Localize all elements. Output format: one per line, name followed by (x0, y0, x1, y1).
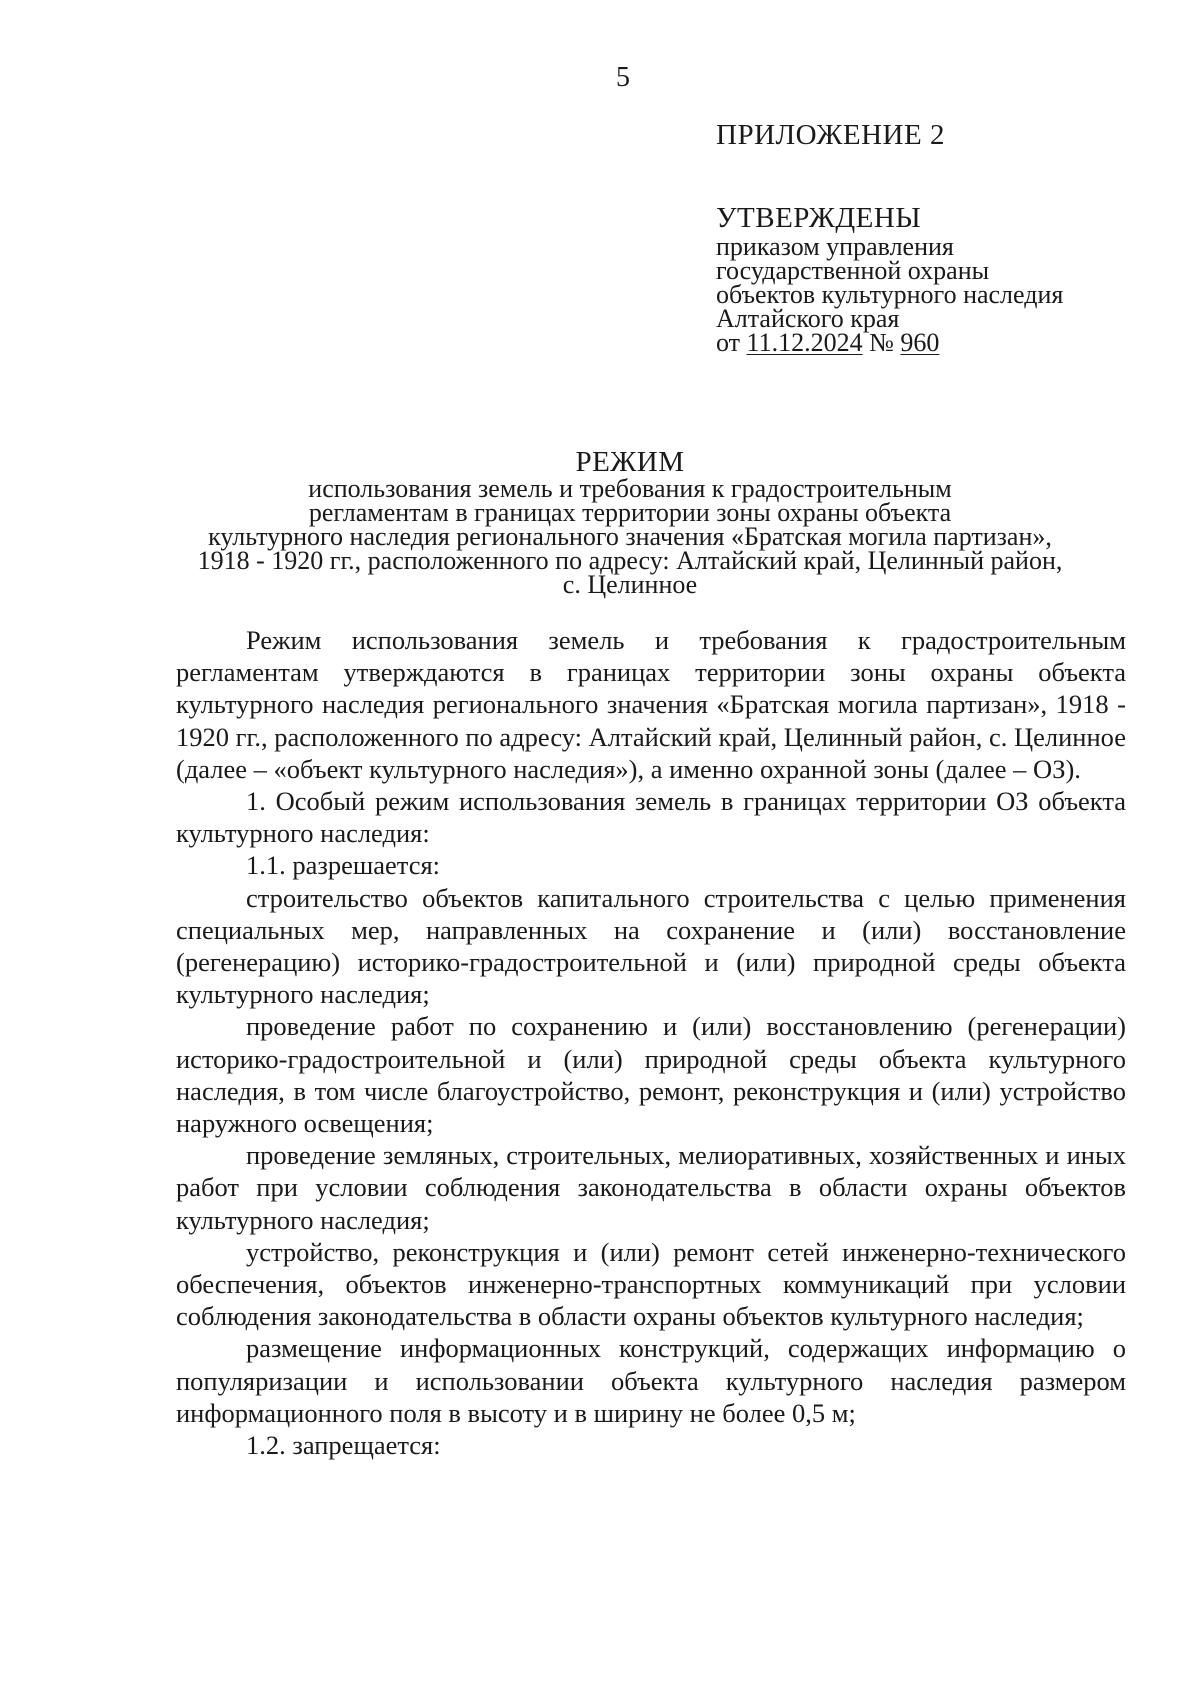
list-item: размещение информационных конструкций, содержащих информацию о популяризации и использовании объекта культурного наследия размером информационного поля в высоту и в ширину не более 0,5 м; (176, 1333, 1126, 1428)
body-paragraph: Режим использования земель и требования к градостроительным регламентам утверждаются в границах территории зоны охраны объекта культурного наследия регионального значения «Братская могила партизан», 1918 - 1920 гг., расположенного по адресу: Алтайский край, Целинный район, с. Целинное (далее – «объект культурного наследия»), а именно охранной зоны (далее – ОЗ). (176, 625, 1126, 784)
approved-heading: УТВЕРЖДЕНЫ (716, 202, 922, 234)
title-line: культурного наследия регионального значения «Братская могила партизан», (208, 522, 1052, 551)
order-number: 960 (900, 328, 940, 357)
list-item: проведение земляных, строительных, мелиоративных, хозяйственных и иных работ при условии соблюдения законодательства в области охраны объектов культурного наследия; (176, 1140, 1126, 1235)
list-item: проведение работ по сохранению и (или) восстановлению (регенерации) историко-градостроительной и (или) природной среды объекта культурного наследия, в том числе благоустройство, ремонт, реконструкция и (или) устройство наружного освещения; (176, 1011, 1126, 1139)
title-line: с. Целинное (562, 570, 698, 599)
appendix-heading: ПРИЛОЖЕНИЕ 2 (716, 119, 945, 151)
approval-line: государственной охраны (716, 256, 990, 285)
page-number: 5 (616, 62, 630, 93)
approval-line: Алтайского края (716, 304, 900, 333)
list-item: строительство объектов капитального строительства с целью применения специальных мер, направленных на сохранение и (или) восстановление (регенерацию) историко-градостроительной и (или) природной среды объекта культурного наследия; (176, 882, 1126, 1010)
document-title-block (150, 447, 1110, 597)
list-item: устройство, реконструкция и (или) ремонт сетей инженерно-технического обеспечения, объектов инженерно-транспортных коммуникаций при условии соблюдения законодательства в области охраны объектов культурного наследия; (176, 1236, 1126, 1332)
document-body (176, 624, 1126, 1461)
subsection-heading: 1.2. запрещается: (246, 1430, 441, 1461)
order-date: 11.12.2024 (746, 328, 863, 357)
title-line: регламентам в границах территории зоны охраны объекта (308, 498, 952, 527)
section-heading: 1. Особый режим использования земель в границах территории ОЗ объекта культурного наследия: (176, 786, 1126, 849)
approval-block (716, 118, 1156, 355)
number-sign: № (869, 328, 894, 357)
title-line: использования земель и требования к градостроительным (308, 474, 952, 503)
approval-line: приказом управления (716, 232, 954, 261)
approval-date-line (716, 328, 1156, 357)
document-title: РЕЖИМ (575, 446, 685, 478)
approval-line: объектов культурного наследия (716, 280, 1064, 309)
date-prefix: от (716, 328, 741, 357)
title-line: 1918 - 1920 гг., расположенного по адресу: Алтайский край, Целинный район, (197, 546, 1063, 575)
subsection-heading: 1.1. разрешается: (246, 850, 441, 881)
